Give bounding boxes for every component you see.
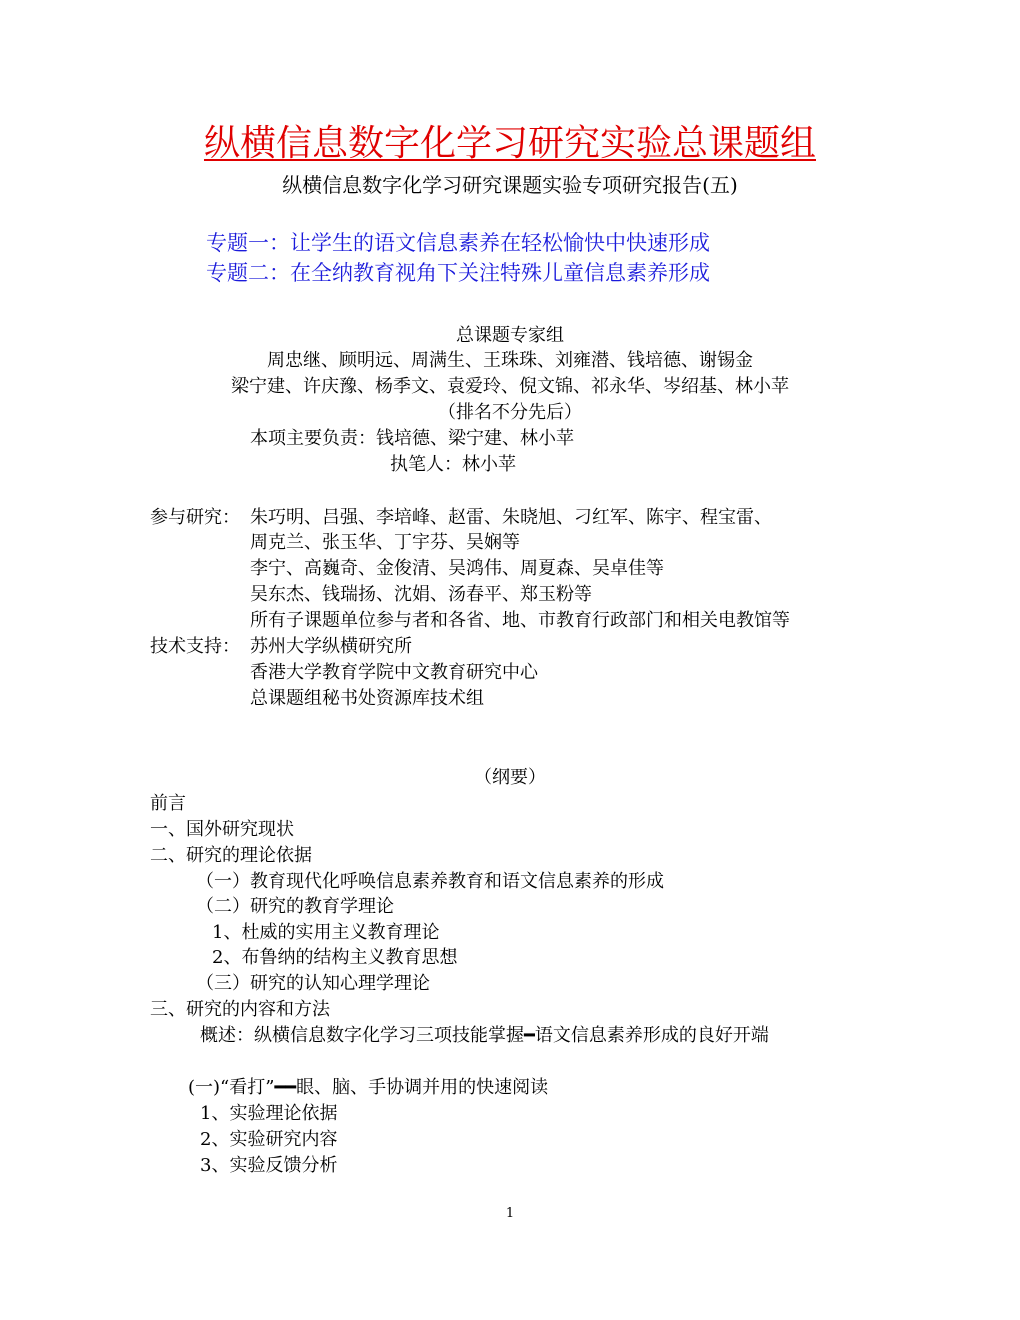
outline-item: 一、国外研究现状	[150, 819, 294, 840]
support-line-3: 总课题组秘书处资源库技术组	[250, 688, 484, 709]
participants-line-4: 吴东杰、钱瑞扬、沈娟、汤春平、郑玉粉等	[250, 584, 592, 605]
participants-line-2: 周克兰、张玉华、丁宇芬、吴娴等	[250, 532, 520, 553]
support-line-2: 香港大学教育学院中文教育研究中心	[250, 662, 538, 683]
experts-note: （排名不分先后）	[438, 402, 582, 423]
support-line-1: 苏州大学纵横研究所	[250, 636, 412, 657]
outline-item: 概述：纵横信息数字化学习三项技能掌握━语文信息素养形成的良好开端	[200, 1025, 769, 1046]
outline-item: 3、实验反馈分析	[200, 1155, 338, 1176]
participants-line-1: 朱巧明、吕强、李培峰、赵雷、朱晓旭、刁红军、陈宇、程宝雷、	[250, 507, 772, 528]
outline-item: 1、实验理论依据	[200, 1103, 338, 1124]
responsible-line: 本项主要负责：钱培德、梁宁建、林小苹	[250, 428, 574, 449]
experts-line-1: 周忠继、顾明远、周满生、王珠珠、刘雍潜、钱培德、谢锡金	[267, 350, 753, 371]
outline-item: （二）研究的教育学理论	[196, 896, 394, 917]
topic-1: 专题一：让学生的语文信息素养在轻松愉快中快速形成	[206, 231, 710, 255]
outline-item: （三）研究的认知心理学理论	[196, 973, 430, 994]
outline-item: 1、杜威的实用主义教育理论	[212, 922, 440, 943]
outline-heading: （纲要）	[474, 767, 546, 788]
outline-item: 前言	[150, 793, 186, 814]
writer-line: 执笔人：林小苹	[390, 454, 516, 475]
experts-heading: 总课题专家组	[456, 325, 564, 346]
outline-item: (一)“看打”━━眼、脑、手协调并用的快速阅读	[188, 1077, 549, 1098]
page-number: 1	[505, 1206, 515, 1221]
topic-2: 专题二：在全纳教育视角下关注特殊儿童信息素养形成	[206, 261, 710, 285]
participants-label: 参与研究：	[150, 507, 240, 528]
outline-item: 二、研究的理论依据	[150, 845, 312, 866]
participants-line-3: 李宁、高巍奇、金俊清、吴鸿伟、周夏森、吴卓佳等	[250, 558, 664, 579]
outline-item: 三、研究的内容和方法	[150, 999, 330, 1020]
experts-line-2: 梁宁建、许庆豫、杨季文、袁爱玲、倪文锦、祁永华、岑绍基、林小苹	[231, 376, 789, 397]
document-subtitle: 纵横信息数字化学习研究课题实验专项研究报告(五)	[282, 173, 738, 197]
outline-item: 2、实验研究内容	[200, 1129, 338, 1150]
support-label: 技术支持：	[150, 636, 240, 657]
outline-item: 2、布鲁纳的结构主义教育思想	[212, 947, 458, 968]
participants-line-5: 所有子课题单位参与者和各省、地、市教育行政部门和相关电教馆等	[250, 610, 790, 631]
outline-item: （一）教育现代化呼唤信息素养教育和语文信息素养的形成	[196, 871, 664, 892]
document-title: 纵横信息数字化学习研究实验总课题组	[203, 123, 816, 164]
